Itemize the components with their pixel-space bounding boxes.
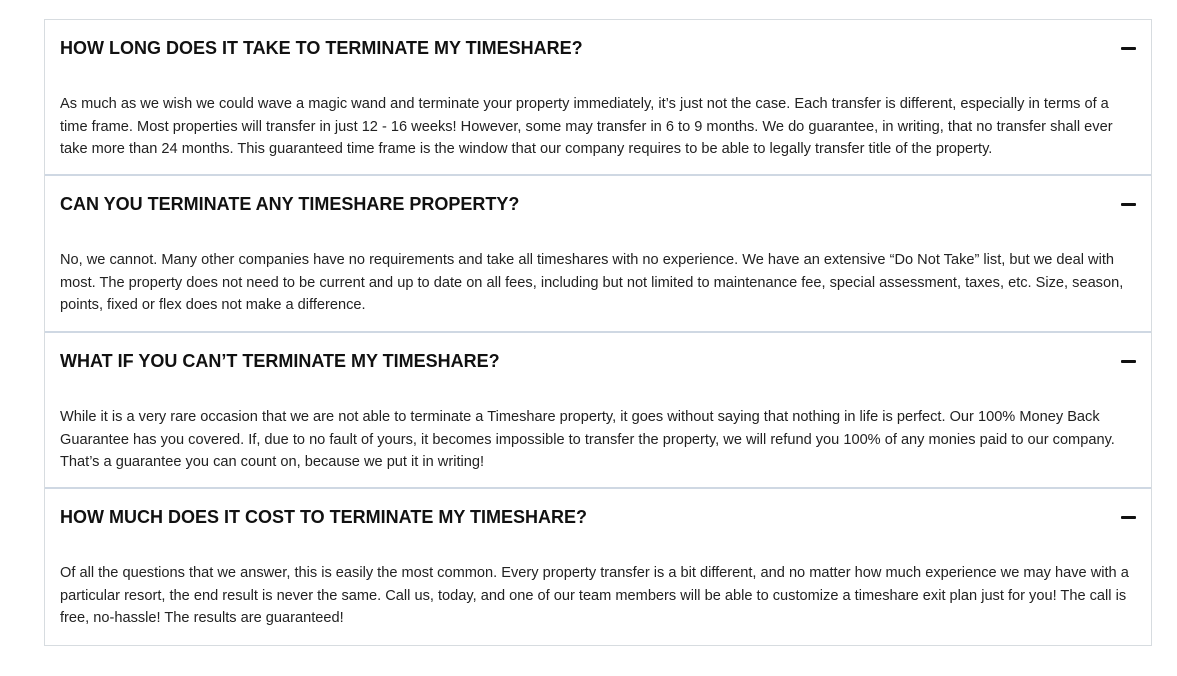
faq-question[interactable]: HOW LONG DOES IT TAKE TO TERMINATE MY TIMESHARE? (60, 38, 583, 58)
faq-question[interactable]: CAN YOU TERMINATE ANY TIMESHARE PROPERTY? (60, 194, 520, 214)
faq-item (45, 333, 1151, 489)
faq-question-header[interactable] (45, 20, 1151, 76)
faq-item (45, 20, 1151, 176)
faq-question[interactable]: HOW MUCH DOES IT COST TO TERMINATE MY TIMESHARE? (60, 507, 588, 527)
faq-accordion (44, 19, 1152, 646)
faq-answer: As much as we wish we could wave a magic wand and terminate your property immediately, it’s just not the case. Each transfer is different, especially in terms of a time frame. Most properties will transfer in just 12 - 16 weeks! However, some may transfer in 6 to 9 months. We do guarantee, in writing, that no transfer shall ever take more than 24 months. This guaranteed time frame is the window that our company requires to be able to legally transfer title of the property. (60, 96, 1113, 157)
faq-item (45, 176, 1151, 333)
minus-icon[interactable] (1121, 203, 1136, 206)
faq-answer: While it is a very rare occasion that we are not able to terminate a Timeshare property, it goes without saying that nothing in life is perfect. Our 100% Money Back Guarantee has you covered. If, due to no fault of yours, it becomes impossible to transfer the property, we will refund you 100% of any monies paid to our company. That’s a guarantee you can count on, because we put it in writing! (60, 409, 1115, 470)
minus-icon[interactable] (1121, 360, 1136, 363)
minus-icon[interactable] (1121, 516, 1136, 519)
faq-question-header[interactable] (45, 333, 1151, 389)
faq-question-header[interactable] (45, 176, 1151, 232)
faq-answer: Of all the questions that we answer, this is easily the most common. Every property transfer is a bit different, and no matter how much experience we may have with a particular resort, the end result is never the same. Call us, today, and one of our team members will be able to customize a timeshare exit plan just for you! The call is free, no-hassle! The results are guaranteed! (60, 565, 1129, 626)
faq-answer: No, we cannot. Many other companies have no requirements and take all timeshares with no experience. We have an extensive “Do Not Take” list, but we deal with most. The property does not need to be current and up to date on all fees, including but not limited to maintenance fee, special assessment, taxes, etc. Size, season, points, fixed or flex does not make a difference. (60, 252, 1124, 313)
faq-question[interactable]: WHAT IF YOU CAN’T TERMINATE MY TIMESHARE? (60, 351, 500, 371)
minus-icon[interactable] (1121, 47, 1136, 50)
faq-question-header[interactable] (45, 489, 1151, 545)
faq-item (45, 489, 1151, 645)
